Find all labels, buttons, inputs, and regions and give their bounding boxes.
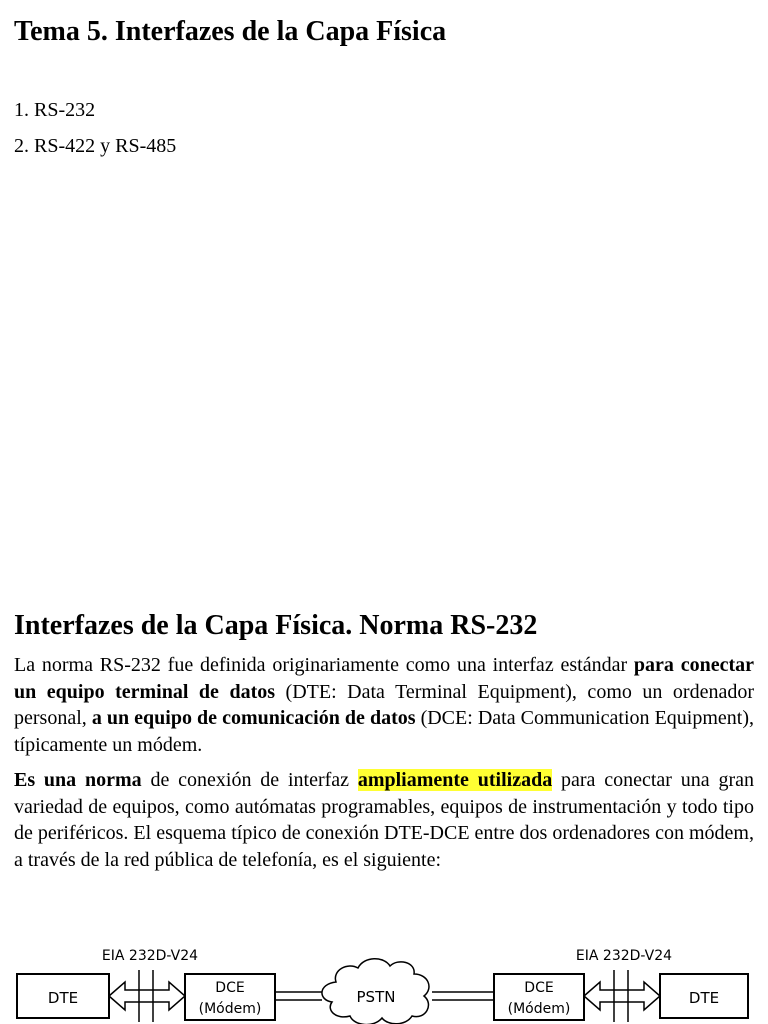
toc-item-number: 2. [14, 135, 29, 157]
dce-right-label: DCE [524, 980, 554, 996]
interface-label-right: EIA 232D-V24 [575, 948, 673, 964]
toc-item [14, 128, 176, 164]
pstn-label: PSTN [356, 988, 396, 1006]
dte-left-box [17, 974, 109, 1018]
dce-right-box [494, 974, 584, 1020]
paragraph-text: (DTE: Data Terminal Equipment), como un ordenador personal, [14, 680, 754, 730]
dce-left-sublabel: (Módem) [198, 1001, 262, 1017]
toc-item-label: RS-232 [34, 99, 96, 121]
page-title: Tema 5. Interfazes de la Capa Física [14, 16, 447, 47]
toc-item-label: RS-422 y RS-485 [34, 135, 177, 157]
paragraph-text: La norma RS-232 fue definida originariamente como una interfaz estándar [14, 654, 634, 676]
section-title: Interfazes de la Capa Física. Norma RS-232 [14, 610, 538, 641]
interface-label-left: EIA 232D-V24 [101, 948, 199, 964]
dte-dce-connection-diagram [0, 940, 768, 1024]
paragraph-bold-text: para conectar un equipo terminal de datos [14, 654, 754, 703]
dce-right-sublabel: (Módem) [507, 1001, 571, 1017]
line-left-to-network [275, 992, 322, 1000]
dce-left-label: DCE [215, 980, 245, 996]
dte-left-label: DTE [47, 989, 79, 1007]
toc-item-number: 1. [14, 99, 29, 121]
table-of-contents [14, 92, 176, 164]
dte-right-label: DTE [688, 989, 720, 1007]
toc-item [14, 92, 176, 128]
interface-arrow-right [584, 970, 660, 1022]
paragraph-text: (DCE: Data Communication Equipment), típicamente un módem. [14, 707, 754, 756]
paragraph-intro [14, 652, 754, 758]
paragraph-bold-text: Es una norma [14, 769, 142, 791]
highlighted-text: ampliamente utilizada [357, 769, 553, 791]
paragraph-text: para conectar una gran variedad de equipos, como autómatas programables, equipos de instrumentación y todo tipo de periféricos. El esquema típico de conexión DTE-DCE entre dos ordenadores con módem, a través de la red pública de telefonía, es el siguiente: [14, 769, 754, 871]
interface-arrow-left [109, 970, 185, 1022]
line-network-to-right [432, 992, 494, 1000]
paragraph-usage [14, 767, 754, 873]
paragraph-text: de conexión de interfaz [141, 769, 358, 791]
pstn-cloud [322, 959, 429, 1024]
dce-left-box [185, 974, 275, 1020]
dte-right-box [660, 974, 748, 1018]
paragraph-bold-text: a un equipo de comunicación de datos [91, 707, 416, 730]
